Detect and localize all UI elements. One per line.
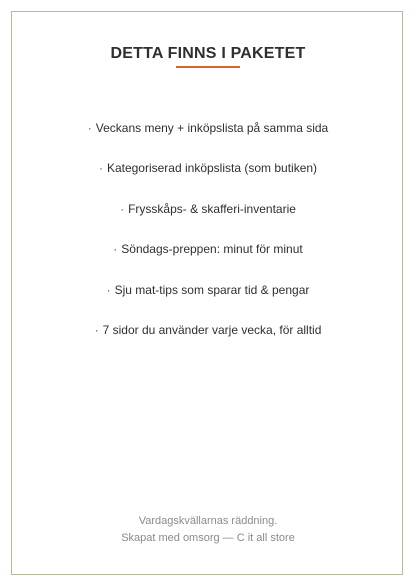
title-underline bbox=[176, 66, 240, 68]
feature-text: Söndags-preppen: minut för minut bbox=[121, 242, 303, 257]
bullet-dot: · bbox=[106, 282, 111, 297]
feature-text: 7 sidor du använder varje vecka, för alltid bbox=[102, 322, 322, 337]
feature-list bbox=[0, 118, 416, 360]
feature-text: Sju mat-tips som sparar tid & pengar bbox=[114, 282, 310, 297]
feature-text: Veckans meny + inköpslista på samma sida bbox=[95, 121, 329, 135]
feature-item bbox=[0, 158, 416, 198]
feature-item bbox=[0, 239, 416, 279]
bullet-dot: · bbox=[98, 161, 103, 176]
page-footer bbox=[0, 513, 416, 547]
bullet-dot: · bbox=[113, 242, 118, 257]
feature-item bbox=[0, 118, 416, 158]
footer-tagline: Vardagskvällarnas räddning. bbox=[138, 515, 278, 527]
feature-text: Kategoriserad inköpslista (som butiken) bbox=[106, 161, 318, 176]
page-title: DETTA FINNS I PAKETET bbox=[110, 45, 306, 62]
bullet-dot: · bbox=[94, 322, 99, 337]
bullet-dot: · bbox=[87, 121, 92, 135]
bullet-dot: · bbox=[120, 201, 125, 216]
feature-item bbox=[0, 199, 416, 239]
feature-item bbox=[0, 280, 416, 320]
feature-item bbox=[0, 320, 416, 360]
footer-credit: Skapat med omsorg — C it all store bbox=[121, 532, 295, 544]
feature-text: Frysskåps- & skafferi-inventarie bbox=[128, 201, 296, 216]
